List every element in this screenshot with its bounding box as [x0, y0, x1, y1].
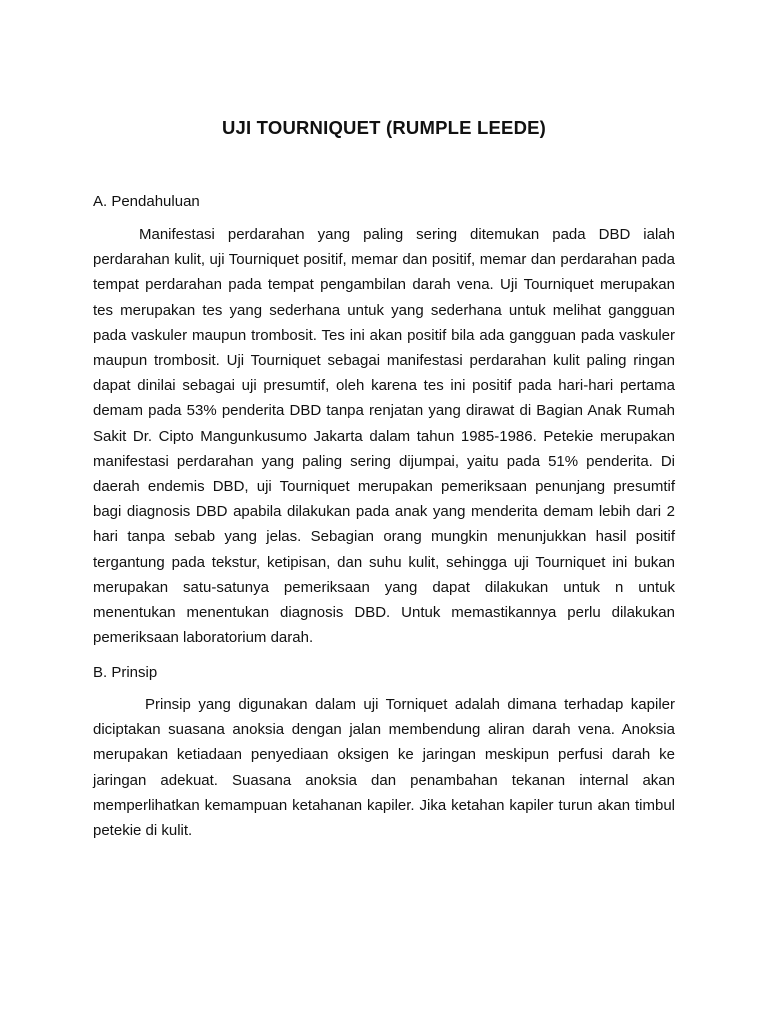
page-title: UJI TOURNIQUET (RUMPLE LEEDE): [221, 117, 547, 138]
section-heading-pendahuluan: A. Pendahuluan: [93, 193, 200, 210]
section-heading-prinsip: B. Prinsip: [93, 664, 158, 681]
paragraph-pendahuluan: Manifestasi perdarahan yang paling sering ditemukan pada DBD ialah perdarahan kulit, uji Tourniquet positif, memar dan positif, memar dan perdarahan pada tempat perdarahan pada tempat pengambilan darah vena. Uji Tourniquet merupakan tes merupakan tes yang sederhana untuk yang sederhana untuk melihat gangguan pada vaskuler maupun trombosit. Tes ini akan positif bila ada gangguan pada vaskuler maupun trombosit. Uji Tourniquet sebagai manifestasi perdarahan kulit paling ringan dapat dinilai sebagai uji presumtif, oleh karena tes ini positif pada hari-hari pertama demam pada 53% penderita DBD tanpa renjatan yang dirawat di Bagian Anak Rumah Sakit Dr. Cipto Mangunkusumo Jakarta dalam tahun 1985-1986. Petekie merupakan manifestasi perdarahan yang paling sering dijumpai, yaitu pada 51% penderita. Di daerah endemis DBD, uji Tourniquet merupakan pemeriksaan penunjang presumtif bagi diagnosis DBD apabila dilakukan pada anak yang menderita demam lebih dari 2 hari tanpa sebab yang jelas. Sebagian orang mungkin menunjukkan hasil positif tergantung pada tekstur, ketipisan, dan suhu kulit, sehingga uji Tourniquet ini bukan merupakan satu-satunya pemeriksaan yang dapat dilakukan untuk n untuk menentukan menentukan diagnosis DBD. Untuk memastikannya perlu dilakukan pemeriksaan laboratorium darah.: [93, 226, 675, 647]
paragraph-prinsip: Prinsip yang digunakan dalam uji Torniquet adalah dimana terhadap kapiler diciptakan suasana anoksia dengan jalan membendung aliran darah vena. Anoksia merupakan ketiadaan penyediaan oksigen ke jaringan meskipun perfusi darah ke jaringan adekuat. Suasana anoksia dan penambahan tekanan internal akan memperlihatkan kemampuan ketahanan kapiler. Jika ketahan kapiler turun akan timbul petekie di kulit.: [93, 696, 675, 840]
